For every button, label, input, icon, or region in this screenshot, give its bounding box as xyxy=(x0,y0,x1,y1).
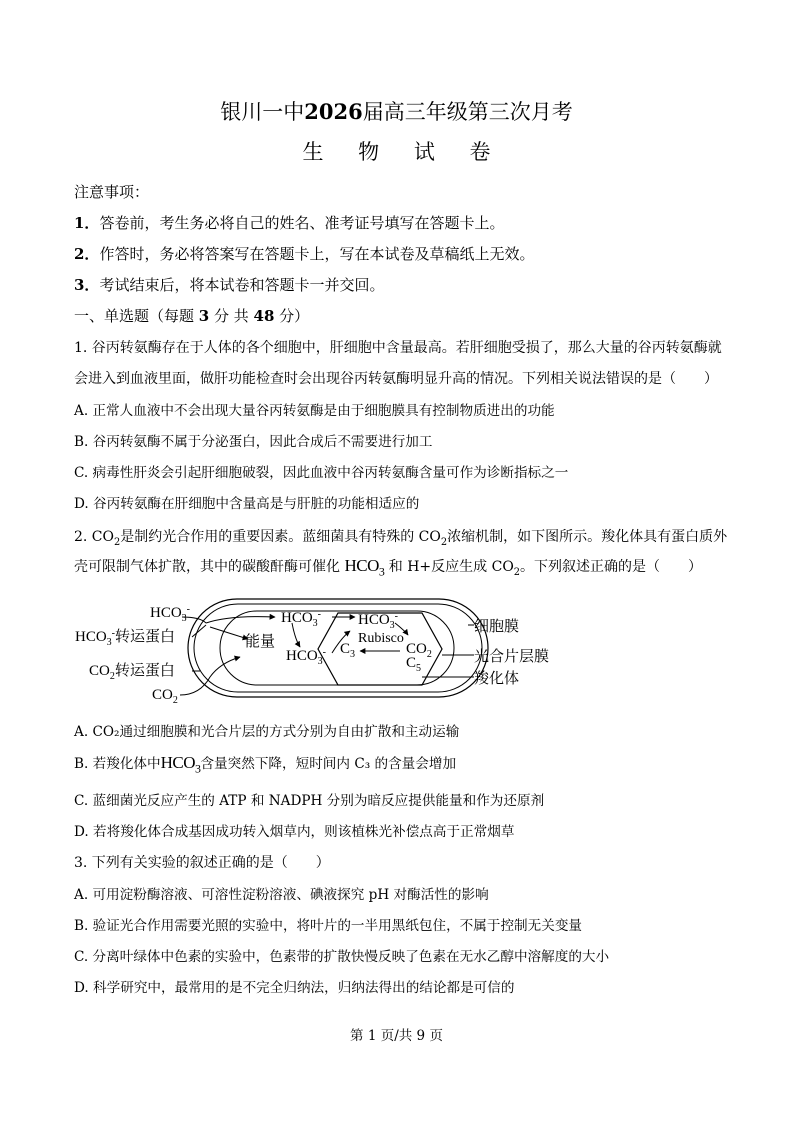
title-suffix: 届高三年级第三次月考 xyxy=(362,100,573,124)
q3-option-a: A. 可用淀粉酶溶液、可溶性淀粉溶液、碘液探究 pH 对酶活性的影响 xyxy=(74,887,489,903)
hco3-cytoplasm-label: $HCO_3^-$ xyxy=(281,609,322,629)
notice-item xyxy=(74,243,534,264)
q2-sub: 2 xyxy=(114,536,121,548)
co2-transporter-label: $CO_2$转运蛋白 xyxy=(89,663,175,682)
carboxysome-diagram xyxy=(70,595,590,707)
q2-stem-line2 xyxy=(74,556,702,579)
energy-label: 能量 xyxy=(245,634,276,650)
q2-text: 。下列叙述正确的是（ ） xyxy=(520,559,703,575)
notice-item xyxy=(74,212,504,233)
section-total: 48 xyxy=(253,307,275,325)
q2-option-b xyxy=(74,752,456,776)
co2-carboxysome-label: $CO_2$ xyxy=(406,641,432,660)
q2-option-b-post: 含量突然下降，短时间内 C₃ 的含量会增加 xyxy=(200,756,457,772)
q1-stem-line2: 会进入到血液里面，做肝功能检查时会出现谷丙转氨酶明显升高的情况。下列相关说法错误的是（ ） xyxy=(74,371,718,387)
notice-text: 答卷前，考生务必将自己的姓名、准考证号填写在答题卡上。 xyxy=(99,214,505,232)
c5-label: $C_5$ xyxy=(406,655,422,674)
q3-stem: 3. 下列有关实验的叙述正确的是（ ） xyxy=(74,855,330,871)
q2-sub: 2 xyxy=(513,566,521,578)
q1-option-b: B. 谷丙转氨酶不属于分泌蛋白，因此合成后不需要进行加工 xyxy=(74,434,433,450)
q3-option-b: B. 验证光合作用需要光照的实验中，将叶片的一半用黑纸包住，不属于控制无关变量 xyxy=(74,918,583,934)
q1-option-a: A. 正常人血液中不会出现大量谷丙转氨酶是由于细胞膜具有控制物质进出的功能 xyxy=(74,403,555,419)
co2-outside-label: $CO_2$ xyxy=(152,687,178,706)
exam-title xyxy=(0,96,793,126)
hco3-formula: $HCO_3$ xyxy=(160,753,201,776)
rubisco-label: Rubisco xyxy=(358,631,404,646)
section-prefix: 一、单选题（每题 xyxy=(74,307,199,325)
q2-option-d: D. 若将羧化体合成基因成功转入烟草内，则该植株光补偿点高于正常烟草 xyxy=(74,824,515,840)
hco3-carboxysome-label: $HCO_3^-$ xyxy=(358,611,399,631)
hco3-outside-label: $HCO_3^-$ xyxy=(150,604,191,624)
q2-text: 壳可限制气体扩散，其中的碳酸酐酶可催化 xyxy=(74,559,340,575)
q2-stem-line1 xyxy=(74,526,727,548)
q1-option-d: D. 谷丙转氨酶在肝细胞中含量高是与肝脏的功能相适应的 xyxy=(74,496,420,512)
notice-text: 作答时，务必将答案写在答题卡上，写在本试卷及草稿纸上无效。 xyxy=(99,245,535,263)
section-suffix: 分） xyxy=(274,307,310,325)
section-per: 3 xyxy=(198,307,210,325)
q2-option-c: C. 蓝细菌光反应产生的 ATP 和 NADPH 分别为暗反应提供能量和作为还原剂 xyxy=(74,793,545,809)
cell-membrane-label: 细胞膜 xyxy=(474,619,520,635)
title-prefix: 银川一中 xyxy=(220,100,305,124)
exam-subtitle: 生 物 试 卷 xyxy=(302,140,505,164)
q3-option-c: C. 分离叶绿体中色素的实验中，色素带的扩散快慢反映了色素在无水乙醇中溶解度的大小 xyxy=(74,949,610,965)
notice-text: 考试结束后，将本试卷和答题卡一并交回。 xyxy=(99,276,385,294)
notice-num: 3． xyxy=(74,276,100,294)
q2-text: 2. CO xyxy=(74,529,114,545)
section-heading xyxy=(74,305,309,326)
q1-option-c: C. 病毒性肝炎会引起肝细胞破裂，因此血液中谷丙转氨酶含量可作为诊断指标之一 xyxy=(74,465,569,481)
c3-label: $C_3$ xyxy=(340,641,356,660)
thylakoid-membrane-label: 光合片层膜 xyxy=(474,649,550,665)
hco3-formula: $HCO_3$ xyxy=(344,556,385,579)
notice-heading: 注意事项： xyxy=(74,183,150,201)
notice-num: 2． xyxy=(74,245,100,263)
hco3-lower-label: $HCO_3^-$ xyxy=(286,647,327,667)
hco3-transporter-label: $HCO_3^-$转运蛋白 xyxy=(75,628,176,648)
section-mid: 分 共 xyxy=(209,307,254,325)
q3-option-d: D. 科学研究中，最常用的是不完全归纳法，归纳法得出的结论都是可信的 xyxy=(74,980,515,996)
q2-text: 和 H+反应生成 CO xyxy=(384,559,514,575)
notice-num: 1． xyxy=(74,214,100,232)
q2-sub: 2 xyxy=(440,536,448,548)
q2-option-a: A. CO₂通过细胞膜和光合片层的方式分别为自由扩散和主动运输 xyxy=(74,724,460,740)
carboxysome-label: 羧化体 xyxy=(474,671,520,687)
page-footer: 第 1 页/共 9 页 xyxy=(350,1028,443,1044)
title-year: 2026 xyxy=(304,99,363,124)
q2-text: 浓缩机制，如下图所示。羧化体具有蛋白质外 xyxy=(447,529,728,545)
q1-stem-line1: 1. 谷丙转氨酶存在于人体的各个细胞中，肝细胞中含量最高。若肝细胞受损了，那么大量的谷丙转氨酶就 xyxy=(74,340,722,356)
q2-text: 是制约光合作用的重要因素。蓝细菌具有特殊的 CO xyxy=(120,529,441,545)
q2-option-b-pre: B. 若羧化体中 xyxy=(74,756,161,772)
notice-item xyxy=(74,274,384,295)
